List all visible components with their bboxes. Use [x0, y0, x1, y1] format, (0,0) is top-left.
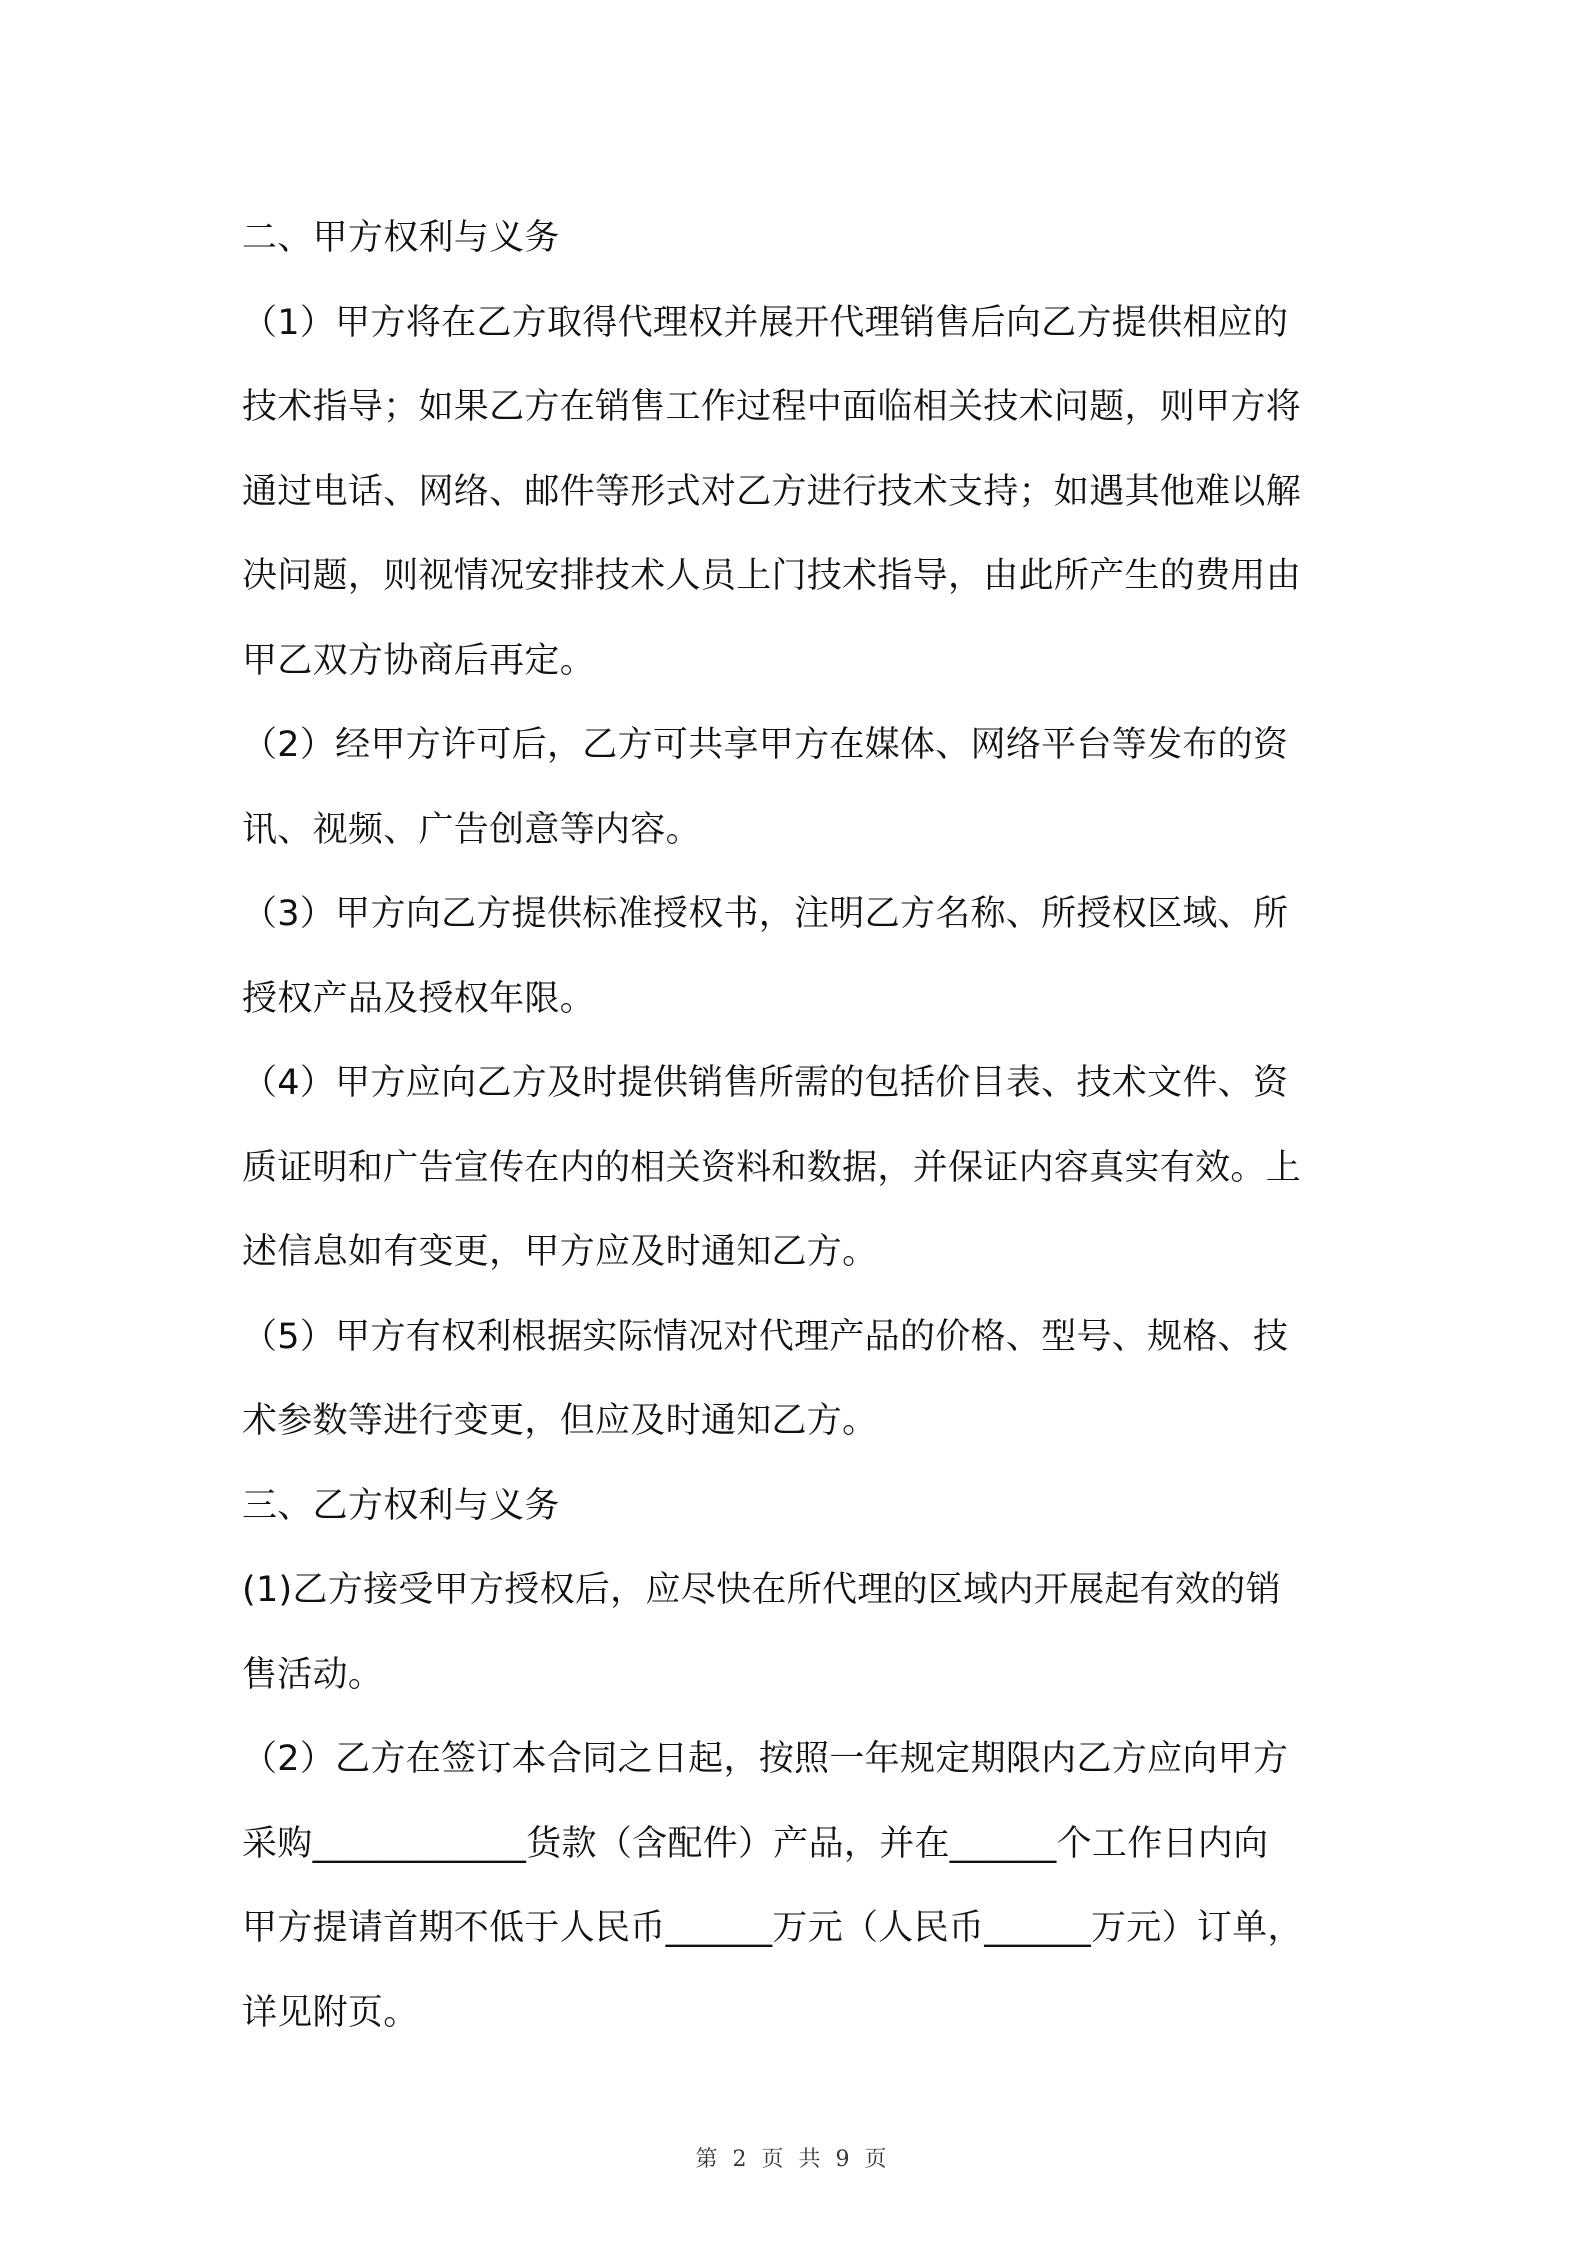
paragraph-line: 质证明和广告宣传在内的相关资料和数据，并保证内容真实有效。上	[242, 1147, 1302, 1188]
paragraph-line: 述信息如有变更，甲方应及时通知乙方。	[242, 1232, 878, 1272]
paragraph-line: （2）乙方在签订本合同之日起，按照一年规定期限内乙方应向甲方	[242, 1739, 1289, 1779]
paragraph-line: 详见附页。	[242, 1992, 419, 2033]
paragraph-line: 授权产品及授权年限。	[242, 978, 596, 1019]
paragraph-line: 甲乙双方协商后再定。	[242, 640, 596, 681]
document-body	[242, 196, 1362, 2055]
paragraph-line: 决问题，则视情况安排技术人员上门技术指导，由此所产生的费用由	[242, 556, 1302, 596]
paragraph-line: （2）经甲方许可后，乙方可共享甲方在媒体、网络平台等发布的资	[242, 725, 1289, 765]
paragraph-line: 术参数等进行变更，但应及时通知乙方。	[242, 1401, 878, 1441]
paragraph-line: 技术指导；如果乙方在销售工作过程中面临相关技术问题，则甲方将	[242, 387, 1302, 427]
paragraph-line: (1)乙方接受甲方授权后，应尽快在所代理的区域内开展起有效的销	[242, 1570, 1281, 1610]
paragraph-line: （1）甲方将在乙方取得代理权并展开代理销售后向乙方提供相应的	[242, 302, 1289, 343]
page-number-footer: 第 2 页 共 9 页	[695, 2147, 891, 2172]
paragraph-line: （4）甲方应向乙方及时提供销售所需的包括价目表、技术文件、资	[242, 1063, 1289, 1103]
paragraph-line: 采购____________货款（含配件）产品，并在______个工作日内向	[242, 1823, 1269, 1864]
paragraph-line: （5）甲方有权利根据实际情况对代理产品的价格、型号、规格、技	[242, 1316, 1289, 1357]
paragraph-line: （3）甲方向乙方提供标准授权书，注明乙方名称、所授权区域、所	[242, 894, 1289, 934]
paragraph-line: 甲方提请首期不低于人民币______万元（人民币______万元）订单，	[242, 1908, 1303, 1948]
paragraph-line: 通过电话、网络、邮件等形式对乙方进行技术支持；如遇其他难以解	[242, 471, 1302, 512]
section-heading-party-b: 三、乙方权利与义务	[242, 1485, 560, 1526]
paragraph-line: 售活动。	[242, 1654, 384, 1695]
paragraph-line: 讯、视频、广告创意等内容。	[242, 809, 701, 850]
section-heading-party-a: 二、甲方权利与义务	[242, 218, 560, 258]
